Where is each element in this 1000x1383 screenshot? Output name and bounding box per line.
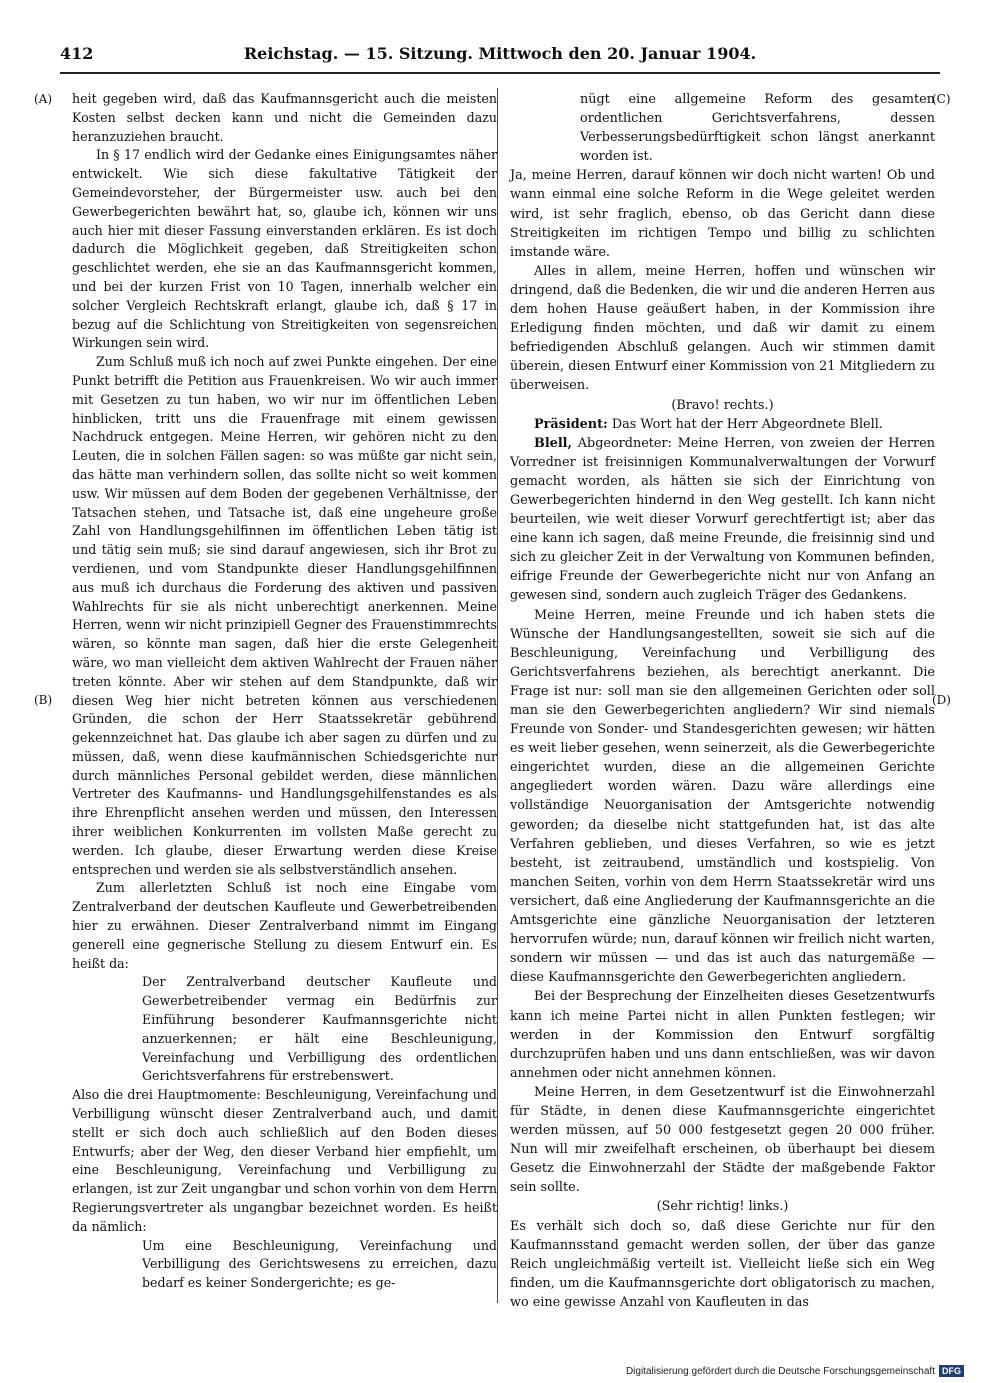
paragraph: Bei der Besprechung der Einzelheiten dieses Gesetzentwurfs kann ich meine Partei nicht in allen Punkten festlegen; wir werden in der Kommission den Entwurf sorgfältig durchzuprüfen haben und uns dann entschließen, was wir davon annehmen oder nicht annehmen können.	[510, 989, 935, 1081]
speaker-text: Das Wort hat der Herr Abgeordnete Blell.	[607, 416, 883, 432]
paragraph: Meine Herren, meine Freunde und ich haben stets die Wünsche der Handlungsangestellten, soweit sie sich auf die Beschleunigung, Vereinfachung und Verbilligung des Gerichtsverfahrens beziehen, als berechtigt anerkannt. Die Frage ist nur: soll man sie den allgemeinen Gerichten oder soll man sie den Gewerbegerichten angliedern? Wir sind niemals Freunde von Sonder- und Standesgerichten gewesen; wir hätten es weit lieber gesehen, wenn seinerzeit, als die Gewerbegerichte eingerichtet wurden, diese an die allgemeinen Gerichte angegliedert worden wären. Dazu wäre allerdings eine vollständige Neuorganisation der Amtsgerichte notwendig geworden; da dieselbe nicht stattgefunden hat, ist das alte Verfahren geblieben, und dieses Verfahren, so wie es jetzt besteht, ist zeitraubend, umständlich und kostspielig. Von manchen Seiten, vorhin von dem Herrn Staatssekretär wird uns versichert, daß eine Angliederung der Kaufmannsgerichte an die Amtsgerichte eine gänzliche Neuorganisation der letzteren hervorrufen würde; nun, darauf können wir freilich nicht warten, sondern wir müssen — und das ist auch das naturgemäße — diese Kaufmannsgerichte den Gewerbegerichten angliedern.	[510, 607, 935, 986]
margin-marker-b: (B)	[34, 693, 53, 707]
paragraph: Es verhält sich doch so, daß diese Gerichte nur für den Kaufmannsstand gemacht werden sollen, der über das ganze Reich ungleichmäßig verteilt ist. Vielleicht ließe sich ein Weg finden, um die Kaufmannsgerichte dort obligatorisch zu machen, wo eine gewisse Anzahl von Kaufleuten in das	[510, 1218, 935, 1310]
speaker-name: Präsident:	[534, 416, 608, 432]
page-number: 412	[60, 44, 94, 63]
reaction: (Bravo! rechts.)	[671, 397, 774, 413]
block-quote: Der Zentralverband deutscher Kaufleute und Gewerbetreibender vermag ein Bedürfnis zur Einführung besonderer Kaufmannsgerichte nicht anzuerkennen; er hält eine Beschleunigung, Vereinfachung und Verbilligung des ordentlichen Gerichtsverfahrens für erstrebenswert.	[142, 974, 497, 1084]
running-title: Reichstag. — 15. Sitzung. Mittwoch den 20. Januar 1904.	[243, 44, 757, 63]
margin-marker-d: (D)	[932, 693, 951, 707]
paragraph: Also die drei Hauptmomente: Beschleunigung, Vereinfachung und Verbilligung wünscht dieser Zentralverband auch, und damit stellt er sich doch auch schließlich auf den Boden dieses Entwurfs; aber der Weg, den dieser Verband hier empfiehlt, um eine Beschleunigung, Vereinfachung und Verbilligung zu erlangen, ist zur Zeit ungangbar und schon vorhin von dem Herrn Regierungsvertreter als ungangbar bezeichnet worden. Es heißt da nämlich:	[72, 1087, 497, 1234]
paragraph: Ja, meine Herren, darauf können wir doch nicht warten! Ob und wann einmal eine solche Reform in die Wege geleitet werden wird, ist sehr fraglich, ebenso, ob das Gericht dann diese Streitigkeiten im richtigen Tempo und billig zu schlichten imstande wäre.	[510, 168, 935, 260]
speaker-paragraph	[510, 434, 935, 606]
paragraph: Zum Schluß muß ich noch auf zwei Punkte eingehen. Der eine Punkt betrifft die Petition aus Frauenkreisen. Wo wir auch immer mit Gesetzen zu tun haben, wo wir nur im öffentlichen Leben hinblicken, tritt uns die Frauenfrage mit einem gewissen Nachdruck entgegen. Meine Herren, wir gehören nicht zu den Leuten, die in solchen Fällen sagen: so was müßte gar nicht sein, das hätte man verhindern sollen, das sollte nicht so weit kommen usw. Wir müssen auf dem Boden der gegebenen Verhältnisse, der Tatsachen stehen, und Tatsache ist, daß eine ungeheure große Zahl von Handlungsgehilfinnen im öffentlichen Leben tätig ist und tätig sein muß; sie sind darauf angewiesen, sich ihr Brot zu verdienen, und vom Standpunkte dieser Handlungsgehilfinnen aus muß ich durchaus die Forderung des aktiven und passiven Wahlrechts für sie als nicht unberechtigt anerkennen. Meine Herren, wenn wir nicht prinzipiell Gegner des Frauenstimmrechts wären, so könnte man sagen, daß hier die erste Gelegenheit wäre, wo man vielleicht dem aktiven Wahlrecht der Frauen näher treten könnte. Aber wir stehen auf dem Standpunkte, daß wir diesen Weg hier nicht betreten können aus verschiedenen Gründen, die schon der Herr Staatssekretär gebührend gekennzeichnet hat. Das glaube ich aber sagen zu dürfen und zu müssen, daß, wenn diese kaufmännischen Schiedsgerichte nur durch männliches Personal gebildet werden, diese männlichen Vertreter des Kaufmanns- und Handlungsgehilfenstandes es als ihre Ehrenpflicht ansehen werden und müssen, den Interessen ihrer weiblichen Konkurrenten im vollsten Maße gerecht zu werden. Ich glaube, dieser Erwartung werden diese Kreise entsprechen und werden sie als selbstverständlich ansehen.	[72, 354, 497, 877]
speaker-paragraph	[510, 415, 935, 434]
footer-credit: Digitalisierung gefördert durch die Deutsche Forschungsgemeinschaft	[625, 1365, 935, 1377]
page-header	[60, 44, 940, 70]
paragraph: heit gegeben wird, daß das Kaufmannsgericht auch die meisten Kosten selbst decken kann und nicht die Gemeinden dazu heranzuziehen braucht.	[72, 91, 497, 144]
reaction: (Sehr richtig! links.)	[656, 1199, 789, 1215]
margin-marker-a: (A)	[34, 92, 53, 106]
paragraph: Meine Herren, in dem Gesetzentwurf ist die Einwohnerzahl für Städte, in denen diese Kaufmannsgerichte eingerichtet werden müssen, auf 50 000 festgesetzt gegen 20 000 früher. Nun will mir zweifelhaft erscheinen, ob überhaupt bei diesem Gesetz die Einwohnerzahl der Städte der maßgebende Faktor sein sollte.	[510, 1084, 935, 1196]
speaker-name: Blell,	[534, 435, 572, 451]
right-column	[510, 90, 935, 1312]
paragraph: Alles in allem, meine Herren, hoffen und wünschen wir dringend, daß die Bedenken, die wir und die anderen Herren aus dem hohen Hause geäußert haben, in der Kommission ihre Erledigung finden möchten, und daß wir damit zu einem befriedigenden Abschluß gelangen. Auch wir stimmen damit überein, diesen Entwurf einer Kommission von 21 Mitgliedern zu überweisen.	[510, 263, 935, 394]
paragraph: In § 17 endlich wird der Gedanke eines Einigungsamtes näher entwickelt. Wie sich diese fakultative Tätigkeit der Gemeindevorsteher, der Bürgermeister usw. auch bei den Gewerbegerichten bewährt hat, so, glaube ich, können wir uns auch hier mit dieser Fassung einverstanden erklären. Es ist doch dadurch die Möglichkeit gegeben, daß Streitigkeiten schon geschlichtet werden, ehe sie an das Kaufmannsgericht kommen, und bei der kurzen Frist von 10 Tagen, innerhalb welcher ein solcher Vergleich Rechtskraft erlangt, glaube ich, daß § 17 in bezug auf die Schlichtung von Streitigkeiten von segensreichen Wirkungen sein wird.	[72, 147, 497, 351]
left-column	[72, 90, 497, 1293]
margin-marker-c: (C)	[932, 92, 951, 106]
dfg-logo-icon: DFG	[939, 1365, 964, 1377]
footer	[626, 1365, 964, 1377]
paragraph: Zum allerletzten Schluß ist noch eine Eingabe vom Zentralverband der deutschen Kaufleute und Gewerbetreibenden hier zu erwähnen. Dieser Zentralverband nimmt im Eingang generell eine gegnerische Stellung zu diesem Entwurf ein. Es heißt da:	[72, 880, 497, 971]
header-rule	[60, 72, 940, 74]
block-quote: nügt eine allgemeine Reform des gesamten ordentlichen Gerichtsverfahrens, dessen Verbesserungsbedürftigkeit schon längst anerkannt worden ist.	[580, 92, 935, 165]
speaker-text: Abgeordneter: Meine Herren, von zweien der Herren Vorredner ist freisinnigen Kommunalverwaltungen der Vorwurf gemacht worden, als hätten sie sich der Einrichtung von Gewerbegerichten hindernd in den Weg gestellt. Ich kann nicht beurteilen, wie weit dieser Vorwurf gerechtfertigt ist; aber das eine kann ich sagen, daß meine Freunde, die freisinnig sind und sich zu gleicher Zeit in der Verwaltung von Kommunen befinden, eifrige Freunde der Gewerbegerichte nicht nur von Anfang an gewesen sind, sondern auch zugleich Träger des Gedankens.	[510, 435, 935, 604]
column-divider	[497, 88, 498, 1303]
block-quote: Um eine Beschleunigung, Vereinfachung und Verbilligung des Gerichtswesens zu erreichen, dazu bedarf es keiner Sondergerichte; es ge-	[142, 1237, 497, 1291]
